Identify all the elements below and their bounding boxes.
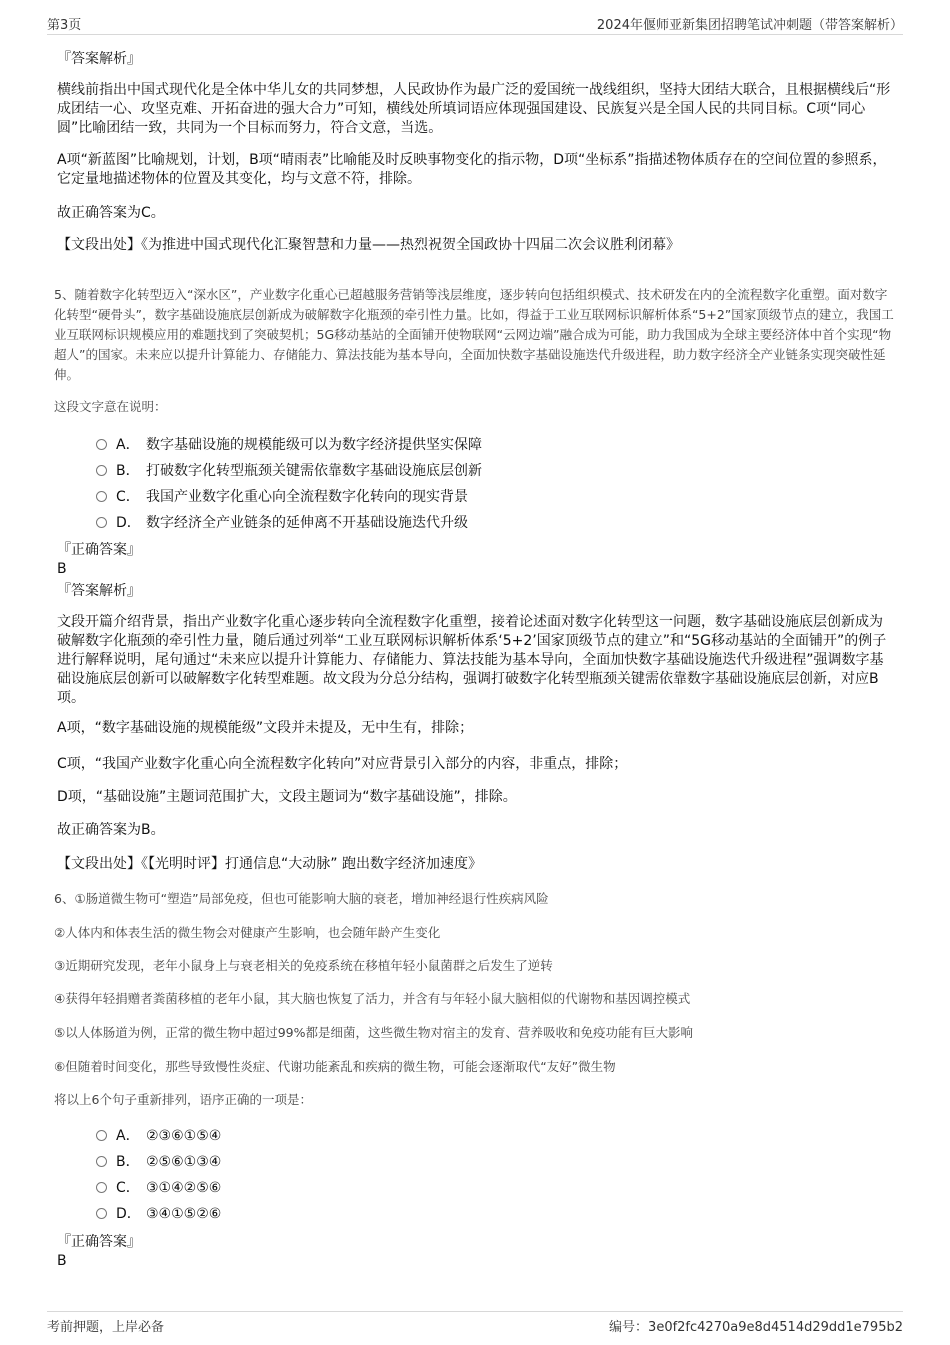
radio-icon[interactable] — [96, 1156, 107, 1167]
q5-option-a[interactable] — [96, 435, 482, 455]
q4-analysis-tag: 『答案解析』 — [57, 51, 141, 67]
q5-option-b[interactable] — [96, 461, 482, 481]
option-key: C． — [116, 1180, 140, 1196]
option-text: ②⑤⑥①③④ — [146, 1154, 222, 1170]
q5-stem: 5、随着数字化转型迈入“深水区”，产业数字化重心已超越服务营销等浅层维度，逐步转向包括组织模式、技术研发在内的全流程数字化重塑。面对数字化转型“硬骨头”，数字基础设施底层创新成为破解数字化瓶颈的牵引性力量。比如，得益于工业互联网标识解析体系“5+2”国家顶级节点的建立，我国工业互联网标识规模应用的难题找到了突破契机；5G移动基站的全面铺开使物联网“云网边端”融合成为可能，助力我国成为全球主要经济体中首个实现“物超人”的国家。未来应以提升计算能力、存储能力、算法技能为基本导向，全面加快数字基础设施迭代升级进程，助力数字经济全产业链条实现突破性延伸。 — [54, 287, 894, 382]
q4-conclusion: 故正确答案为C。 — [57, 205, 165, 221]
radio-icon[interactable] — [96, 1208, 107, 1219]
q6-sentence: ②人体内和体表生活的微生物会对健康产生影响，也会随年龄产生变化 — [54, 925, 441, 940]
q6-sentence: ⑥但随着时间变化，那些导致慢性炎症、代谢功能紊乱和疾病的微生物，可能会逐渐取代“友好”微生物 — [54, 1059, 616, 1074]
radio-icon[interactable] — [96, 491, 107, 502]
option-key: A． — [116, 1128, 140, 1144]
q5-prompt: 这段文字意在说明： — [54, 399, 167, 414]
q6-sentence: ④获得年轻捐赠者粪菌移植的老年小鼠，其大脑也恢复了活力，并含有与年轻小鼠大脑相似的代谢物和基因调控模式 — [54, 991, 691, 1006]
q4-source: 【文段出处】《为推进中国式现代化汇聚智慧和力量——热烈祝贺全国政协十四届二次会议胜利闭幕》 — [57, 237, 680, 253]
q5-analysis-d: D项，“基础设施”主题词范围扩大，文段主题词为“数字基础设施”，排除。 — [57, 789, 517, 805]
q6-sentence: ⑤以人体肠道为例，正常的微生物中超过99%都是细菌，这些微生物对宿主的发育、营养吸收和免疫功能有巨大影响 — [54, 1025, 693, 1040]
q6-answer: B — [57, 1253, 67, 1269]
q5-source: 【文段出处】《【光明时评】打通信息“大动脉” 跑出数字经济加速度》 — [57, 856, 482, 872]
q6-sentence: ③近期研究发现，老年小鼠身上与衰老相关的免疫系统在移植年轻小鼠菌群之后发生了逆转 — [54, 958, 553, 973]
option-key: C． — [116, 489, 140, 505]
q5-analysis-tag: 『答案解析』 — [57, 583, 141, 599]
q6-prompt: 将以上6个句子重新排列，语序正确的一项是： — [54, 1092, 312, 1107]
q5-option-d[interactable] — [96, 513, 468, 533]
q6-option-c[interactable] — [96, 1178, 221, 1198]
radio-icon[interactable] — [96, 1130, 107, 1141]
q6-answer-tag: 『正确答案』 — [57, 1234, 141, 1250]
option-text: ③①④②⑤⑥ — [146, 1180, 222, 1196]
q5-analysis-paragraph: 文段开篇介绍背景，指出产业数字化重心逐步转向全流程数字化重塑，接着论述面对数字化转型这一问题，数字基础设施底层创新成为破解数字化瓶颈的牵引性力量，随后通过列举“工业互联网标识解析体系‘5+2’国家顶级节点的建立”和“5G移动基站的全面铺开”的例子进行解释说明，尾句通过“未来应以提升计算能力、存储能力、算法技能为基本导向，全面加快数字基础设施迭代升级进程”强调数字基础设施底层创新可以破解数字化转型难题。故文段为分总分结构，强调打破数字化转型瓶颈关键需依靠数字基础设施底层创新，对应B项。 — [57, 614, 887, 706]
document-title: 2024年偃师亚新集团招聘笔试冲刺题（带答案解析） — [596, 18, 903, 33]
option-key: B． — [116, 463, 140, 479]
q4-analysis-paragraph: 横线前指出中国式现代化是全体中华儿女的共同梦想，人民政协作为最广泛的爱国统一战线组织，坚持大团结大联合，且根据横线后“形成团结一心、攻坚克难、开拓奋进的强大合力”可知，横线处所填词语应体现强国建设、民族复兴是全国人民的共同目标。C项“同心圆”比喻团结一致，共同为一个目标而努力，符合文意，当选。 — [57, 82, 891, 136]
q5-option-c[interactable] — [96, 487, 468, 507]
q5-analysis-c: C项，“我国产业数字化重心向全流程数字化转向”对应背景引入部分的内容，非重点，排除； — [57, 756, 628, 772]
option-text: ③④①⑤②⑥ — [146, 1206, 222, 1222]
radio-icon[interactable] — [96, 1182, 107, 1193]
document-id: 编号：3e0f2fc4270a9e8d4514d29dd1e795b2 — [609, 1320, 903, 1335]
q6-option-a[interactable] — [96, 1126, 221, 1146]
radio-icon[interactable] — [96, 517, 107, 528]
q5-answer: B — [57, 561, 67, 577]
page-number: 第3页 — [47, 18, 82, 33]
radio-icon[interactable] — [96, 439, 107, 450]
option-text: 数字基础设施的规模能级可以为数字经济提供坚实保障 — [146, 437, 482, 453]
q4-analysis-paragraph: A项“新蓝图”比喻规划，计划，B项“晴雨表”比喻能及时反映事物变化的指示物，D项“坐标系”指描述物体质存在的空间位置的参照系，它定量地描述物体的位置及其变化，均与文意不符，排除。 — [57, 152, 887, 187]
q5-answer-tag: 『正确答案』 — [57, 542, 141, 558]
option-text: 数字经济全产业链条的延伸离不开基础设施迭代升级 — [146, 515, 468, 531]
q6-sentence: 6、①肠道微生物可“塑造”局部免疫，但也可能影响大脑的衰老，增加神经退行性疾病风险 — [54, 891, 549, 906]
radio-icon[interactable] — [96, 465, 107, 476]
option-text: 我国产业数字化重心向全流程数字化转向的现实背景 — [146, 489, 468, 505]
footer-slogan: 考前押题，上岸必备 — [47, 1320, 165, 1335]
q6-option-b[interactable] — [96, 1152, 221, 1172]
option-key: D． — [116, 1206, 141, 1222]
option-key: D． — [116, 515, 141, 531]
option-text: 打破数字化转型瓶颈关键需依靠数字基础设施底层创新 — [146, 463, 482, 479]
option-key: A． — [116, 437, 140, 453]
option-text: ②③⑥①⑤④ — [146, 1128, 222, 1144]
page-header — [47, 14, 903, 35]
q5-conclusion: 故正确答案为B。 — [57, 822, 165, 838]
q5-analysis-a: A项，“数字基础设施的规模能级”文段并未提及，无中生有，排除； — [57, 720, 474, 736]
option-key: B． — [116, 1154, 140, 1170]
page-footer — [47, 1311, 903, 1335]
q6-option-d[interactable] — [96, 1204, 221, 1224]
